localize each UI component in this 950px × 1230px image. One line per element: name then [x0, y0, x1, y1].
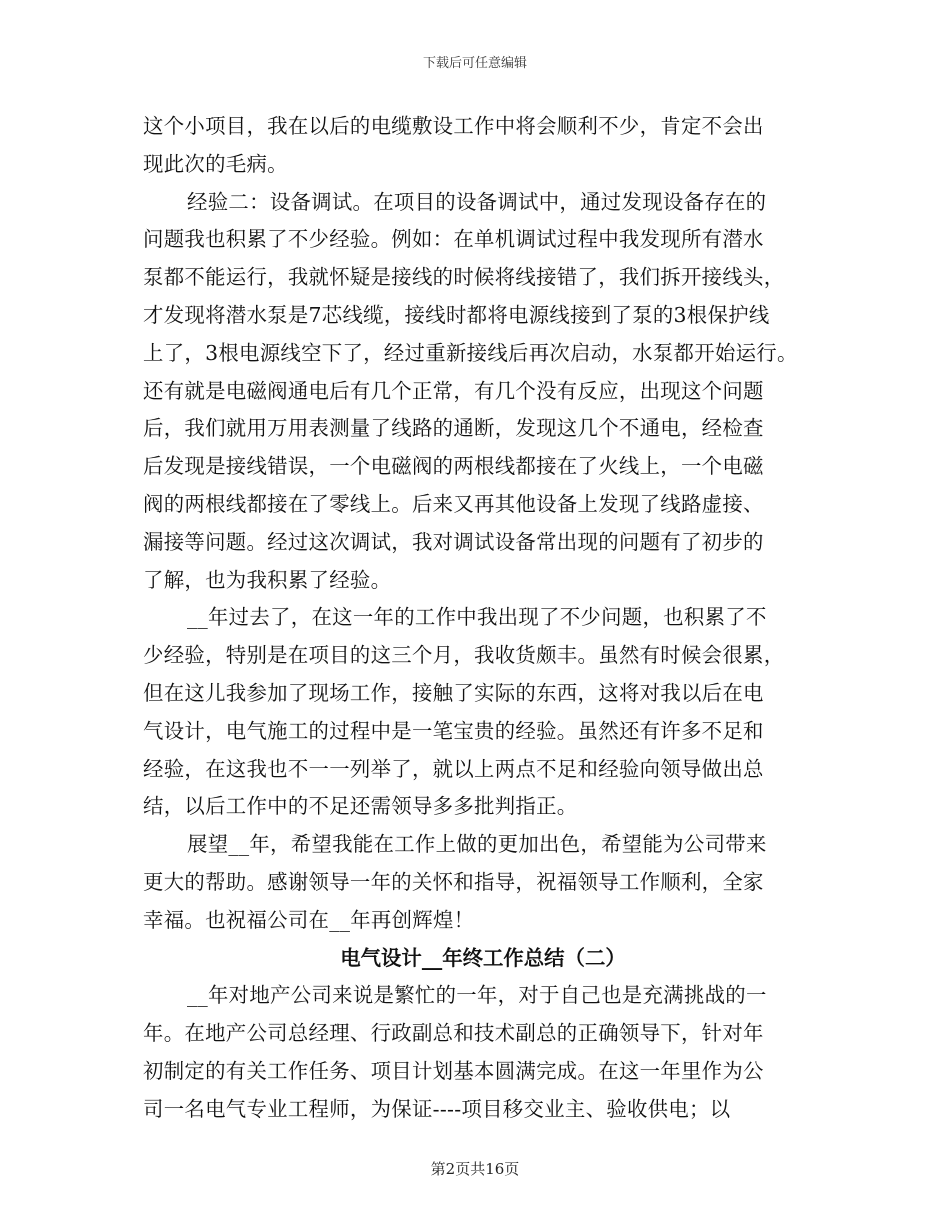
- section-title: 电气设计__年终工作总结（二）: [340, 945, 626, 970]
- text-line: 还有就是电磁阀通电后有几个正常，有几个没有反应，出现这个问题: [143, 378, 764, 403]
- text-line: 初制定的有关工作任务、项目计划基本圆满完成。在这一年里作为公: [143, 1058, 764, 1083]
- text-line: 气设计，电气施工的过程中是一笔宝贵的经验。虽然还有许多不足和: [143, 718, 764, 743]
- text-line: 司一名电气专业工程师，为保证----项目移交业主、验收供电；以: [143, 1096, 731, 1121]
- text-line: 现此次的毛病。: [143, 151, 288, 176]
- document-body: [143, 108, 803, 1129]
- text-line: 展望__年，希望我能在工作上做的更加出色，希望能为公司带来: [187, 832, 767, 857]
- text-line: 这个小项目，我在以后的电缆敷设工作中将会顺利不少，肯定不会出: [143, 114, 764, 138]
- text-line: 年。在地产公司总经理、行政副总和技术副总的正确领导下，针对年: [143, 1021, 764, 1046]
- text-line: 了解，也为我积累了经验。: [143, 567, 392, 592]
- text-line: 后，我们就用万用表测量了线路的通断，发现这几个不通电，经检查: [143, 416, 764, 441]
- text-line: __年对地产公司来说是繁忙的一年，对于自己也是充满挑战的一: [187, 983, 767, 1008]
- text-line: 上了，3根电源线空下了，经过重新接线后再次启动，水泵都开始运行。: [143, 340, 798, 365]
- text-line: 结，以后工作中的不足还需领导多多批判指正。: [143, 794, 578, 819]
- text-line: 后发现是接线错误，一个电磁阀的两根线都接在了火线上，一个电磁: [143, 454, 764, 479]
- text-line: __年过去了，在这一年的工作中我出现了不少问题，也积累了不: [187, 605, 767, 630]
- text-line: 漏接等问题。经过这次调试，我对调试设备常出现的问题有了初步的: [143, 529, 764, 554]
- text-line: 少经验，特别是在项目的这三个月，我收货颇丰。虽然有时候会很累，: [143, 643, 785, 668]
- page-number: 第2页共16页: [430, 1160, 520, 1178]
- text-line: 阀的两根线都接在了零线上。后来又再其他设备上发现了线路虚接、: [143, 491, 764, 516]
- body-paragraphs: [143, 108, 803, 940]
- text-line: 更大的帮助。感谢领导一年的关怀和指导，祝福领导工作顺利，全家: [143, 869, 764, 894]
- text-line: 问题我也积累了不少经验。例如：在单机调试过程中我发现所有潜水: [143, 227, 764, 252]
- text-line: 幸福。也祝福公司在__年再创辉煌！: [143, 907, 475, 932]
- section-paragraphs: [143, 977, 803, 1128]
- text-line: 泵都不能运行，我就怀疑是接线的时候将线接错了，我们拆开接线头，: [143, 265, 785, 290]
- text-line: 经验二：设备调试。在项目的设备调试中，通过发现设备存在的: [187, 189, 767, 214]
- text-line: 才发现将潜水泵是7芯线缆，接线时都将电源线接到了泵的3根保护线: [143, 302, 770, 327]
- page-header: 下载后可任意编辑: [422, 56, 527, 71]
- text-line: 但在这儿我参加了现场工作，接触了实际的东西，这将对我以后在电: [143, 680, 764, 705]
- text-line: 经验，在这我也不一一列举了，就以上两点不足和经验向领导做出总: [143, 756, 764, 781]
